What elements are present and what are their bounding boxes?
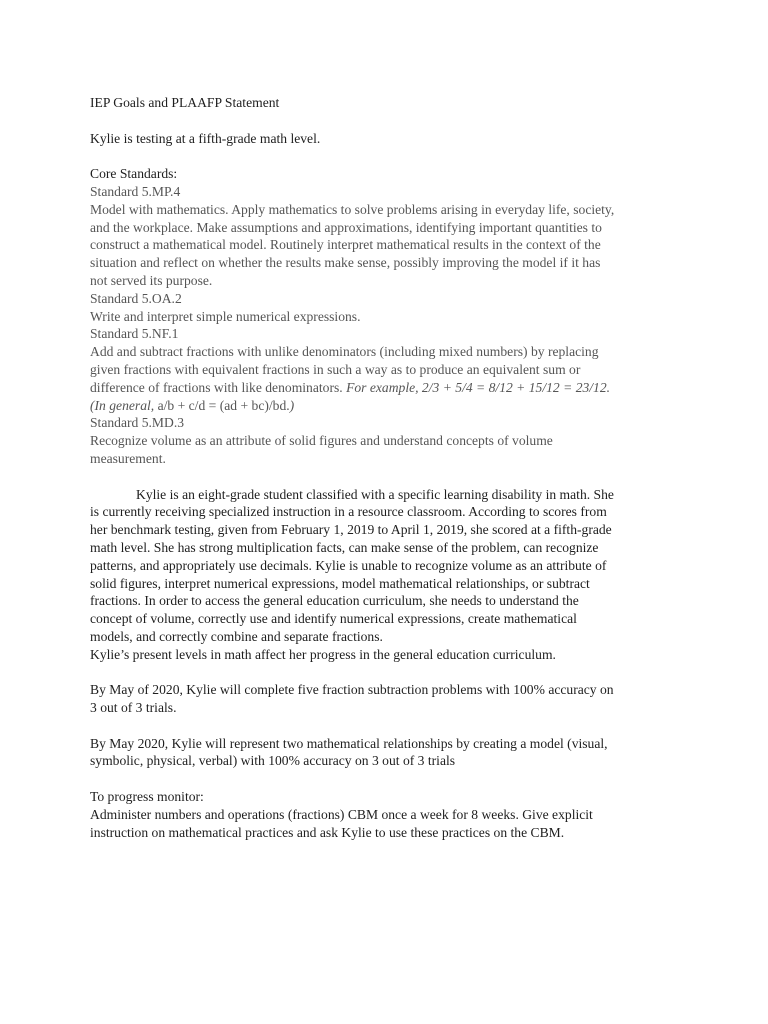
plaafp-line: models, and correctly combine and separate fractions. [90, 628, 383, 644]
standard-text-line [90, 397, 680, 415]
plaafp-line: solid figures, interpret numerical expressions, model mathematical relationships, or subtract [90, 575, 590, 591]
spacer [90, 468, 680, 486]
standard-text-line: given fractions with equivalent fractions in such a way as to produce an equivalent sum or [90, 361, 581, 377]
standard-text-line: construct a mathematical model. Routinely interpret mathematical results in the context of the [90, 237, 601, 253]
plaafp-line: concept of volume, correctly use and identify numerical expressions, create mathematical [90, 611, 577, 627]
monitor-line: instruction on mathematical practices and ask Kylie to use these practices on the CBM. [90, 824, 565, 840]
spacer [90, 112, 680, 130]
standard-text-line: not served its purpose. [90, 272, 213, 288]
standard-code: Standard 5.MD.3 [90, 415, 185, 431]
standard-text-line: Add and subtract fractions with unlike denominators (including mixed numbers) by replacing [90, 344, 599, 360]
spacer [90, 770, 680, 788]
plaafp-line: is currently receiving specialized instruction in a resource classroom. According to scores from [90, 504, 607, 520]
standard-general-formula: a/b + c/d = (ad + bc)/bd. [157, 397, 290, 413]
level-statement: Kylie is testing at a fifth-grade math level. [90, 130, 321, 146]
spacer [90, 664, 680, 682]
standard-text-line: Model with mathematics. Apply mathematics to solve problems arising in everyday life, society, [90, 201, 615, 217]
standard-text-line: Write and interpret simple numerical expressions. [90, 308, 361, 324]
standard-code: Standard 5.OA.2 [90, 290, 182, 306]
standard-text-line: situation and reflect on whether the results make sense, possibly improving the model if it has [90, 255, 601, 271]
plaafp-line: patterns, and appropriately use decimals. Kylie is unable to recognize volume as an attribute of [90, 557, 607, 573]
standard-general-close: ) [289, 397, 295, 413]
goal-line: By May 2020, Kylie will represent two mathematical relationships by creating a model (visual, [90, 735, 608, 751]
standard-text-line: Recognize volume as an attribute of solid figures and understand concepts of volume [90, 433, 553, 449]
standard-general-italic: (In general, [90, 397, 158, 413]
standard-text-line: measurement. [90, 450, 166, 466]
monitor-line: Administer numbers and operations (fractions) CBM once a week for 8 weeks. Give explicit [90, 806, 593, 822]
goal-line: By May of 2020, Kylie will complete five fraction subtraction problems with 100% accuracy on [90, 682, 614, 698]
standard-text-plain: difference of fractions with like denominators. [90, 379, 347, 395]
plaafp-line: math level. She has strong multiplication facts, can make sense of the problem, can recognize [90, 539, 599, 555]
standard-text-line: and the workplace. Make assumptions and approximations, identifying important quantities to [90, 219, 602, 235]
standard-code: Standard 5.MP.4 [90, 183, 181, 199]
document-page [90, 94, 680, 841]
core-standards-heading: Core Standards: [90, 166, 178, 182]
standard-code: Standard 5.NF.1 [90, 326, 179, 342]
spacer [90, 147, 680, 165]
goal-line: 3 out of 3 trials. [90, 700, 177, 716]
plaafp-line: Kylie’s present levels in math affect her progress in the general education curriculum. [90, 646, 556, 662]
progress-monitor-heading: To progress monitor: [90, 789, 204, 805]
plaafp-line: fractions. In order to access the general education curriculum, she needs to understand the [90, 593, 579, 609]
plaafp-line: Kylie is an eight-grade student classified with a specific learning disability in math. She [136, 486, 614, 502]
spacer [90, 717, 680, 735]
document-title: IEP Goals and PLAAFP Statement [90, 95, 280, 110]
standard-example-italic: For example, 2/3 + 5/4 = 8/12 + 15/12 = 23/12. [346, 379, 611, 395]
goal-line: symbolic, physical, verbal) with 100% accuracy on 3 out of 3 trials [90, 753, 456, 769]
plaafp-line: her benchmark testing, given from February 1, 2019 to April 1, 2019, she scored at a fifth-grade [90, 522, 612, 538]
standard-text-line [90, 379, 680, 397]
